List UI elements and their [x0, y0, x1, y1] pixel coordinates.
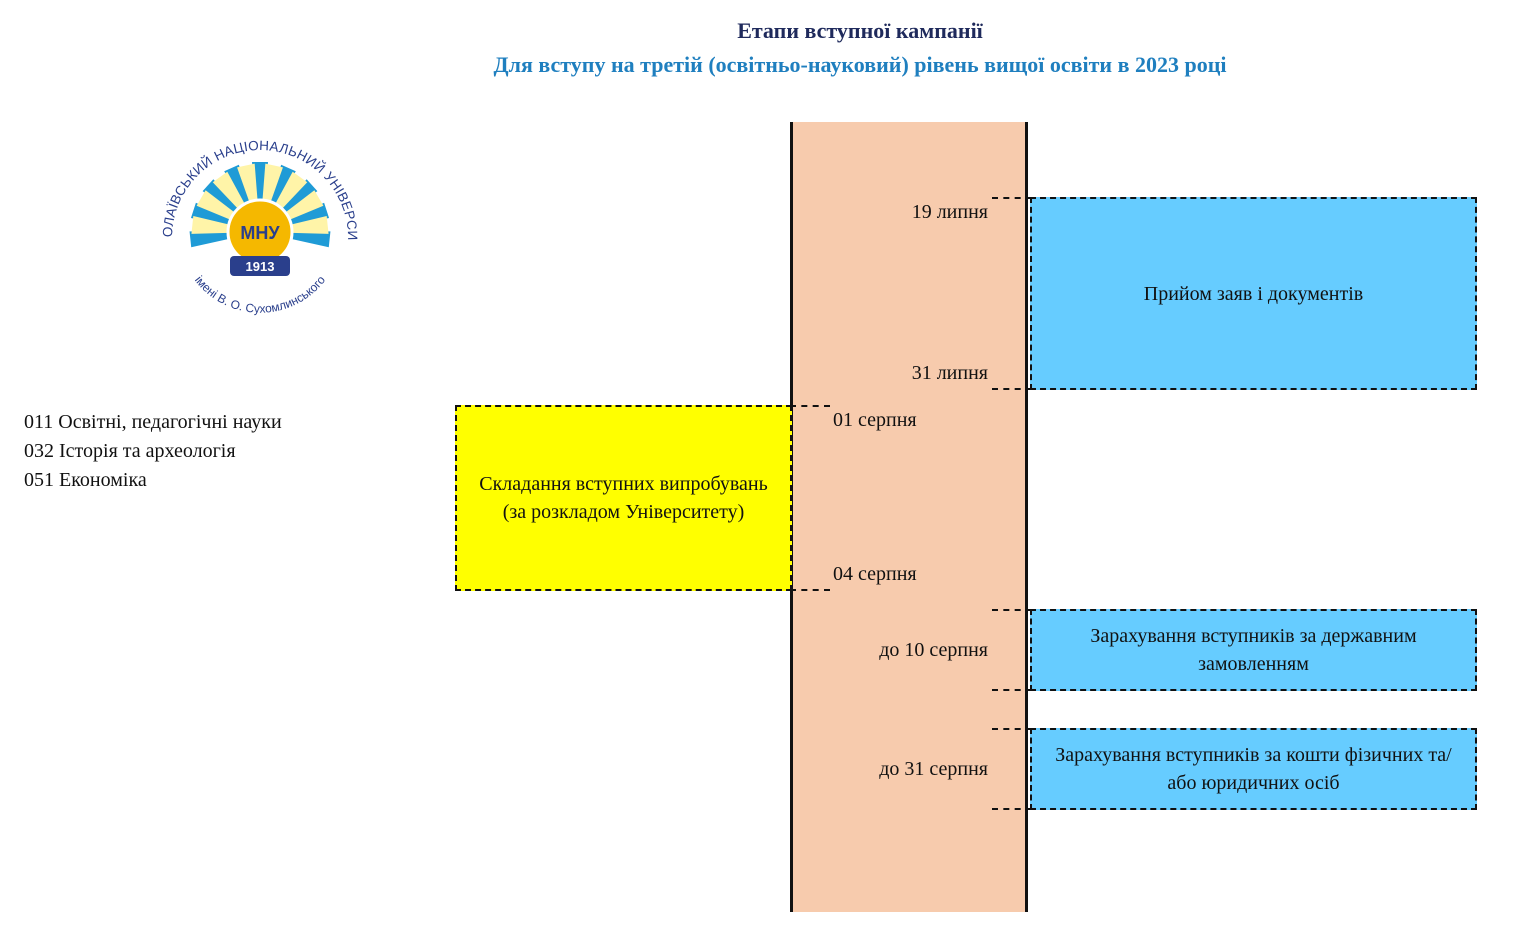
stage-private-enrollment-deadline: до 31 серпня: [879, 758, 988, 780]
university-logo: [150, 120, 370, 340]
page-title: Етапи вступної кампанії: [737, 18, 983, 43]
stage-exams-box: [455, 405, 792, 591]
svg-text:1913: 1913: [245, 259, 275, 274]
stage-state-enrollment-box: [1030, 609, 1477, 691]
stage-state-enrollment-end-line: [992, 689, 1032, 691]
stage-exams-label: Складання вступних випробувань (за розкладом Університету): [479, 473, 768, 523]
stage-documents-start-date: 19 липня: [911, 201, 988, 223]
stage-documents-box: [1030, 197, 1477, 390]
svg-text:імені В. О. Сухомлинського: імені В. О. Сухомлинського: [191, 273, 329, 316]
university-emblem-icon: [150, 120, 370, 340]
stage-state-enrollment-label: Зарахування вступників за державним замовленням: [1090, 625, 1417, 675]
stage-private-enrollment-box: [1030, 728, 1477, 810]
svg-text:МНУ: МНУ: [240, 223, 280, 243]
svg-text:МИКОЛАЇВСЬКИЙ НАЦІОНАЛЬНИЙ УНІ: ОЛАЇВСЬКИЙ НАЦІОНАЛЬНИЙ УНІВЕРСИ: [159, 137, 361, 241]
page-subtitle: Для вступу на третій (освітньо-науковий) рівень вищої освіти в 2023 році: [493, 52, 1227, 77]
stage-exams-end-date: 04 серпня: [833, 563, 917, 585]
specialty-item: 032 Історія та археологія: [24, 440, 236, 462]
specialty-item: 011 Освітні, педагогічні науки: [24, 411, 282, 433]
stage-documents-end-date: 31 липня: [911, 362, 988, 384]
stage-private-enrollment-start-line: [992, 728, 1032, 730]
specialty-item: 051 Економіка: [24, 469, 147, 491]
sun-rays: [190, 162, 331, 276]
stage-state-enrollment-start-line: [992, 609, 1032, 611]
timeline-column: [790, 122, 1028, 912]
stage-private-enrollment-end-line: [992, 808, 1032, 810]
stage-state-enrollment-deadline: до 10 серпня: [879, 639, 988, 661]
stage-documents-start-line: [992, 197, 1032, 199]
stage-private-enrollment-label: Зарахування вступників за кошти фізичних та/або юридичних осіб: [1055, 744, 1452, 794]
stage-documents-end-line: [992, 388, 1032, 390]
stage-exams-start-line: [790, 405, 830, 407]
stage-exams-start-date: 01 серпня: [833, 409, 917, 431]
specialties-list: [24, 408, 282, 495]
stage-documents-label: Прийом заяв і документів: [1143, 282, 1364, 305]
stage-exams-end-line: [790, 589, 830, 591]
